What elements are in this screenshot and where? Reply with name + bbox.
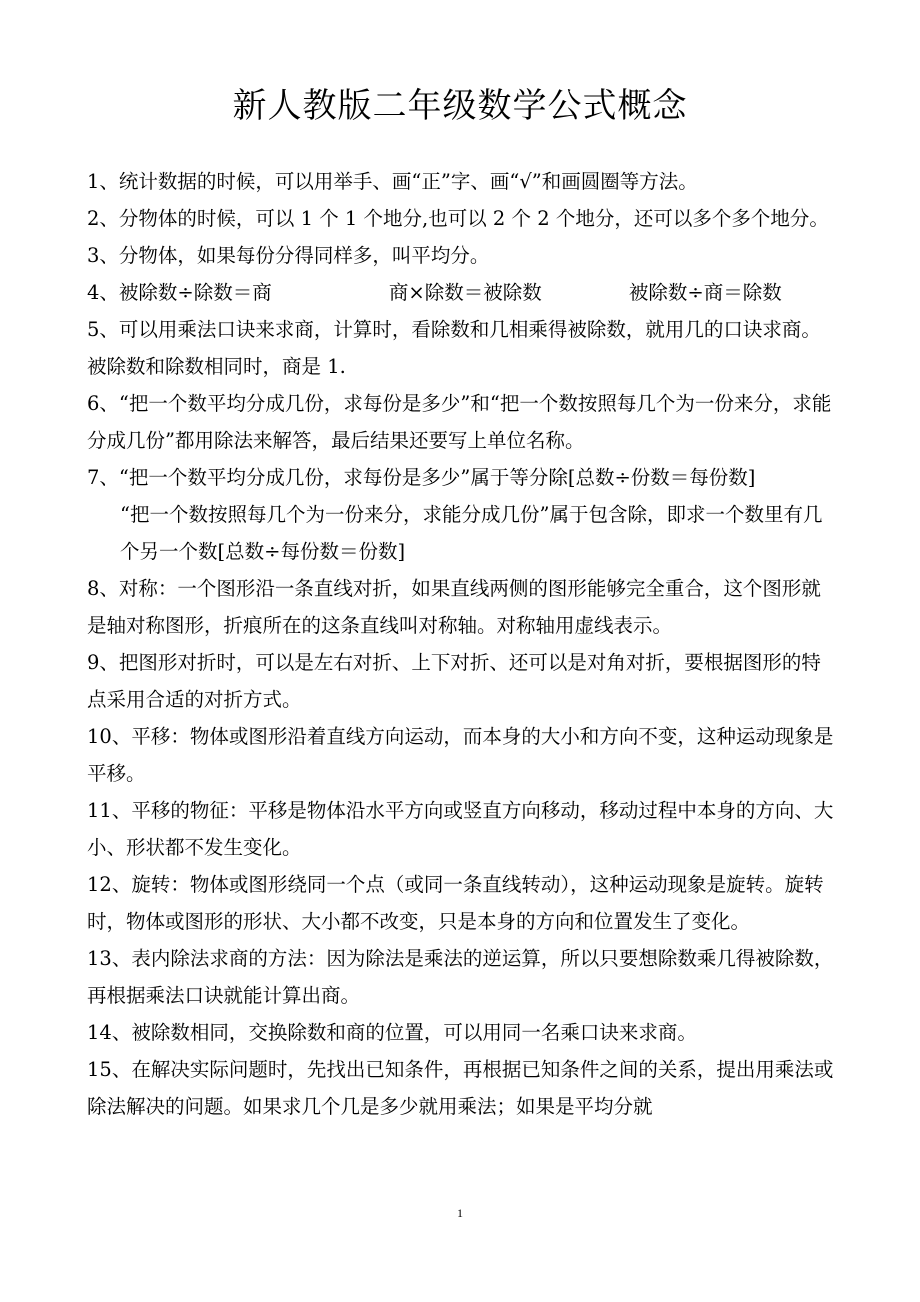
item-text: 6、“把一个数平均分成几份，求每份是多少”和“把一个数按照每几个为一份来分，求能分成几份”都用除法来解答，最后结果还要写上单位名称。 <box>87 392 832 452</box>
item-text: 2、分物体的时候，可以 1 个 1 个地分,也可以 2 个 2 个地分，还可以多个多个地分。 <box>87 207 829 230</box>
item-text: 8、对称：一个图形沿一条直线对折，如果直线两侧的图形能够完全重合，这个图形就是轴对称图形，折痕所在的这条直线叫对称轴。对称轴用虚线表示。 <box>87 577 821 637</box>
item-text: 9、把图形对折时，可以是左右对折、上下对折、还可以是对角对折，要根据图形的特点采用合适的对折方式。 <box>87 651 821 711</box>
item-text: 11、平移的物征：平移是物体沿水平方向或竖直方向移动，移动过程中本身的方向、大小、形状都不发生变化。 <box>87 799 834 859</box>
item-text: 1、统计数据的时候，可以用举手、画“正”字、画“√”和画圆圈等方法。 <box>87 170 698 193</box>
formula-divisor: 被除数÷商＝除数 <box>628 281 782 304</box>
item-text: 3、分物体，如果每份分得同样多，叫平均分。 <box>87 244 490 267</box>
list-item-5 <box>87 311 835 385</box>
formula-dividend: 商×除数＝被除数 <box>388 281 542 304</box>
formula-quotient: 被除数÷除数＝商 <box>118 281 272 304</box>
list-item-4 <box>87 274 835 311</box>
page-number: 1 <box>457 1206 463 1220</box>
list-item-14 <box>87 1014 835 1051</box>
item-text: 7、“把一个数平均分成几份，求每份是多少”属于等分除[总数÷份数＝每份数] <box>87 466 756 489</box>
item-text: 14、被除数相同，交换除数和商的位置，可以用同一名乘口诀来求商。 <box>87 1021 697 1044</box>
list-item-15 <box>87 1051 835 1125</box>
list-item-11 <box>87 792 835 866</box>
list-item-8 <box>87 570 835 644</box>
item-number: 4、 <box>87 281 119 304</box>
list-item-3 <box>87 237 835 274</box>
list-item-12 <box>87 866 835 940</box>
list-item-9 <box>87 644 835 718</box>
list-item-13 <box>87 940 835 1014</box>
list-item-2 <box>87 200 835 237</box>
item-text: 13、表内除法求商的方法：因为除法是乘法的逆运算，所以只要想除数乘几得被除数，再根据乘法口诀就能计算出商。 <box>87 947 834 1007</box>
list-item-1 <box>87 163 835 200</box>
list-item-10 <box>87 718 835 792</box>
page-title: 新人教版二年级数学公式概念 <box>232 86 688 126</box>
item-text: 5、可以用乘法口诀来求商，计算时，看除数和几相乘得被除数，就用几的口诀求商。被除数和除数相同时，商是 1. <box>87 318 821 378</box>
item-text: 15、在解决实际问题时，先找出已知条件，再根据已知条件之间的关系，提出用乘法或除法解决的问题。如果求几个几是多少就用乘法；如果是平均分就 <box>87 1058 834 1118</box>
item-text-continued: “把一个数按照每几个为一份来分，求能分成几份”属于包含除，即求一个数里有几个另一个数[总数÷每份数＝份数] <box>120 503 823 563</box>
item-text: 10、平移：物体或图形沿着直线方向运动，而本身的大小和方向不变，这种运动现象是平移。 <box>87 725 834 785</box>
list-item-7 <box>87 459 835 570</box>
formula-list <box>87 163 835 1125</box>
item-text: 12、旋转：物体或图形绕同一个点（或同一条直线转动），这种运动现象是旋转。旋转时，物体或图形的形状、大小都不改变，只是本身的方向和位置发生了变化。 <box>87 873 824 933</box>
list-item-6 <box>87 385 835 459</box>
